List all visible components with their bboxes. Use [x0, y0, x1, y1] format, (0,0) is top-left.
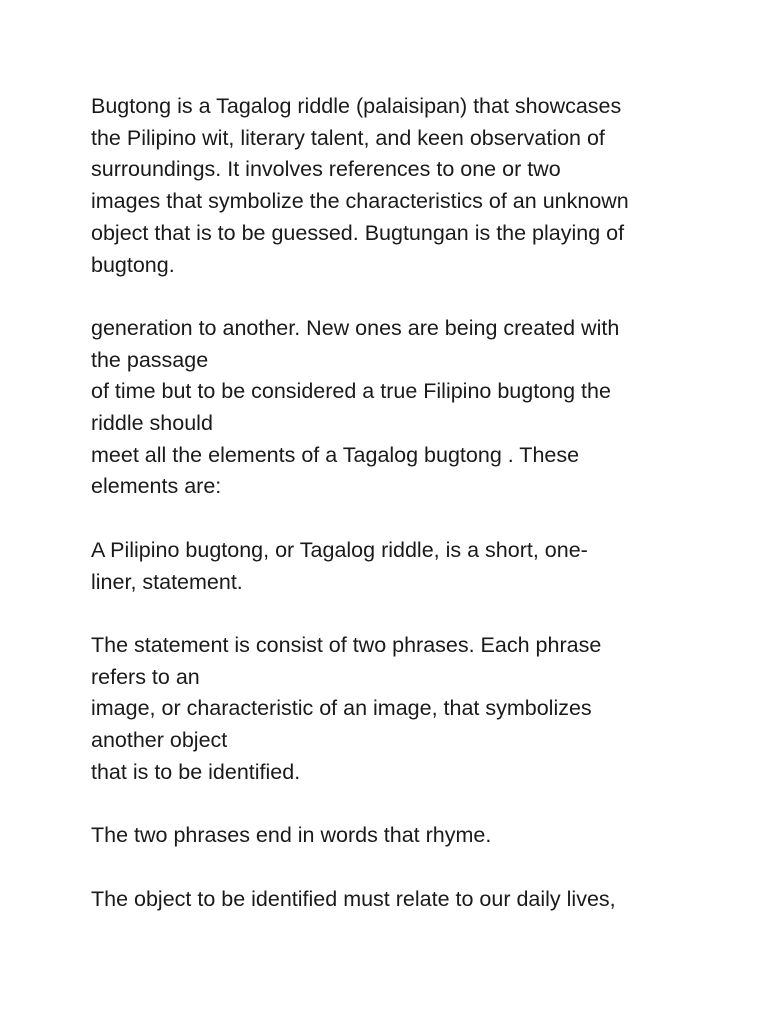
text-line: that is to be identified. [91, 759, 301, 784]
text-line: the passage [91, 347, 209, 372]
paragraph-generation [91, 313, 691, 503]
text-line: the Pilipino wit, literary talent, and keen observation of [91, 125, 605, 150]
text-line: The statement is consist of two phrases. Each phrase [91, 632, 602, 657]
text-line: another object [91, 728, 228, 753]
paragraph-intro [91, 91, 691, 281]
paragraph-element-four [91, 884, 691, 916]
text-line: image, or characteristic of an image, that symbolizes [91, 696, 592, 721]
text-line: riddle should [91, 411, 213, 436]
text-line: elements are: [91, 474, 222, 499]
text-line: images that symbolize the characteristics of an unknown [91, 189, 629, 214]
text-line: object that is to be guessed. Bugtungan is the playing of [91, 220, 625, 245]
paragraph-element-one [91, 535, 691, 598]
paragraph-element-two [91, 630, 691, 789]
text-line: The object to be identified must relate to our daily lives, [91, 886, 616, 911]
text-line: liner, statement. [91, 569, 243, 594]
text-line: Bugtong is a Tagalog riddle (palaisipan) that showcases [91, 94, 622, 118]
document-body [91, 91, 691, 947]
text-line: refers to an [91, 664, 200, 689]
text-line: bugtong. [91, 252, 175, 277]
paragraph-element-three [91, 820, 691, 852]
text-line: generation to another. New ones are being created with [91, 315, 620, 340]
text-line: A Pilipino bugtong, or Tagalog riddle, is a short, one- [91, 537, 588, 562]
text-line: meet all the elements of a Tagalog bugtong . These [91, 442, 580, 467]
text-line: surroundings. It involves references to one or two [91, 157, 561, 182]
text-line: The two phrases end in words that rhyme. [91, 823, 492, 848]
text-line: of time but to be considered a true Filipino bugtong the [91, 379, 611, 404]
